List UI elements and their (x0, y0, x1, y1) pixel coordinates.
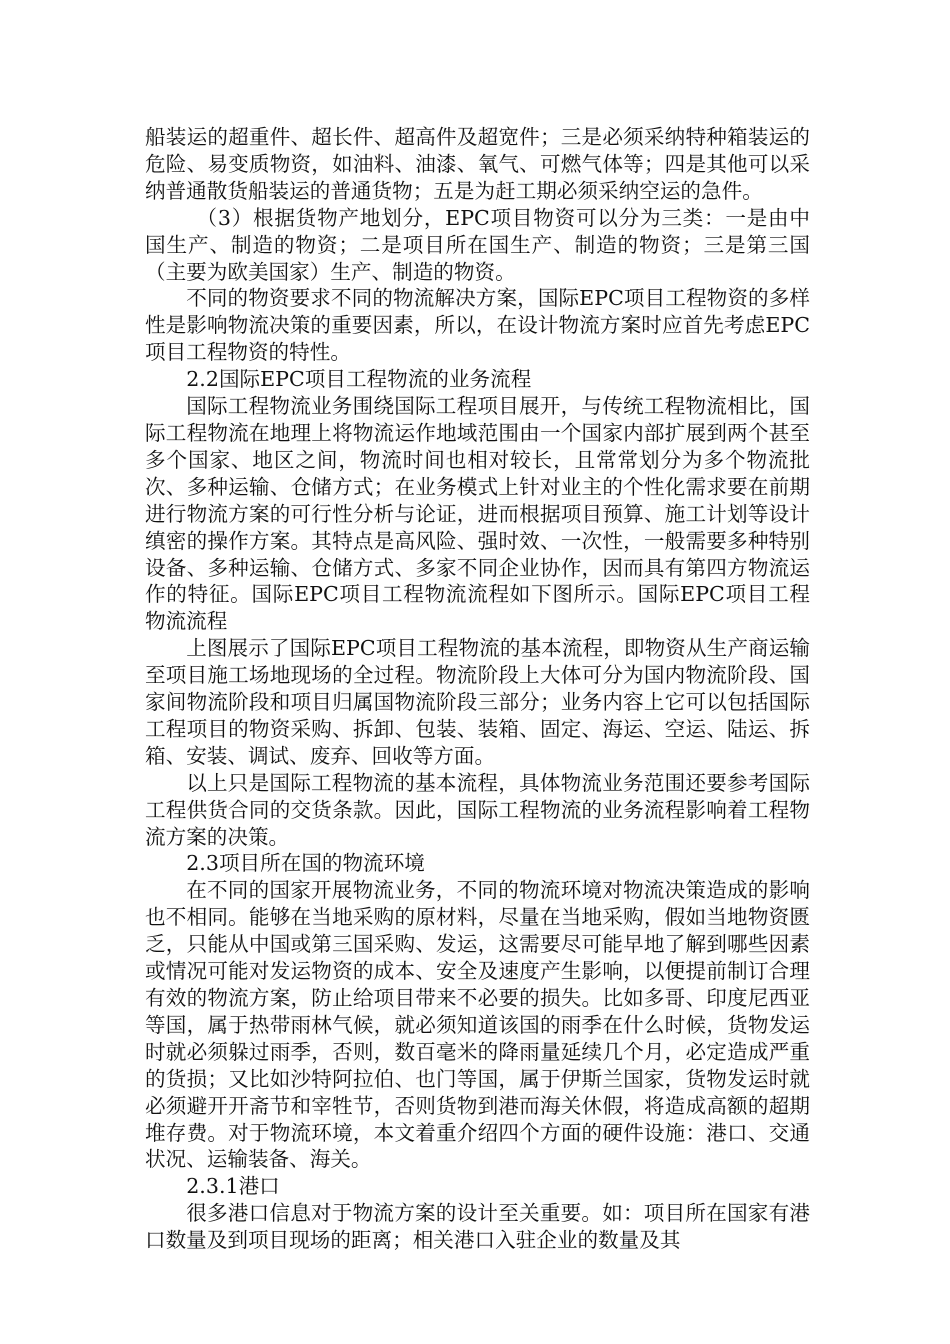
paragraph: 国际工程物流业务围绕国际工程项目展开，与传统工程物流相比，国际工程物流在地理上将物流运作地域范围由一个国家内部扩展到两个甚至多个国家、地区之间，物流时间也相对较长，且常常划分为多个物流批次、多种运输、仓储方式；在业务模式上针对业主的个性化需求要在前期进行物流方案的可行性分析与论证，进而根据项目预算、施工计划等设计缜密的操作方案。其特点是高风险、强时效、一次性，一般需要多种特别设备、多种运输、仓储方式、多家不同企业协作，因而具有第四方物流运作的特征。国际EPC项目工程物流流程如下图所示。国际EPC项目工程物流流程 (145, 394, 810, 634)
paragraph: 不同的物资要求不同的物流解决方案，国际EPC项目工程物资的多样性是影响物流决策的重要因素，所以，在设计物流方案时应首先考虑EPC项目工程物资的特性。 (145, 286, 810, 365)
paragraph: （3）根据货物产地划分，EPC项目物资可以分为三类：一是由中国生产、制造的物资；二是项目所在国生产、制造的物资；三是第三国（主要为欧美国家）生产、制造的物资。 (145, 205, 810, 284)
paragraph: 很多港口信息对于物流方案的设计至关重要。如：项目所在国家有港口数量及到项目现场的距离；相关港口入驻企业的数量及其 (145, 1201, 810, 1253)
body-text (145, 124, 810, 1254)
section-heading: 2.2国际EPC项目工程物流的业务流程 (186, 367, 532, 392)
subsection-heading: 2.3.1港口 (186, 1174, 280, 1199)
paragraph: 船装运的超重件、超长件、超高件及超宽件；三是必须采纳特种箱装运的危险、易变质物资，如油料、油漆、氧气、可燃气体等；四是其他可以采纳普通散货船装运的普通货物；五是为赶工期必须采纳空运的急件。 (145, 125, 810, 203)
paragraph: 上图展示了国际EPC项目工程物流的基本流程，即物资从生产商运输至项目施工场地现场的全过程。物流阶段上大体可分为国内物流阶段、国家间物流阶段和项目归属国物流阶段三部分；业务内容上它可以包括国际工程项目的物资采购、拆卸、包装、装箱、固定、海运、空运、陆运、拆箱、安装、调试、废弃、回收等方面。 (145, 636, 810, 768)
paragraph: 以上只是国际工程物流的基本流程，具体物流业务范围还要参考国际工程供货合同的交货条款。因此，国际工程物流的业务流程影响着工程物流方案的决策。 (145, 770, 810, 849)
paragraph: 在不同的国家开展物流业务，不同的物流环境对物流决策造成的影响也不相同。能够在当地采购的原材料，尽量在当地采购，假如当地物资匮乏，只能从中国或第三国采购、发运，这需要尽可能早地了解到哪些因素或情况可能对发运物资的成本、安全及速度产生影响，以便提前制订合理有效的物流方案，防止给项目带来不必要的损失。比如多哥、印度尼西亚等国，属于热带雨林气候，就必须知道该国的雨季在什么时候，货物发运时就必须躲过雨季，否则，数百毫米的降雨量延续几个月，必定造成严重的货损；又比如沙特阿拉伯、也门等国，属于伊斯兰国家，货物发运时就必须避开开斋节和宰牲节，否则货物到港而海关休假，将造成高额的超期堆存费。对于物流环境，本文着重介绍四个方面的硬件设施：港口、交通状况、运输装备、海关。 (145, 878, 810, 1172)
section-heading: 2.3项目所在国的物流环境 (186, 851, 425, 876)
